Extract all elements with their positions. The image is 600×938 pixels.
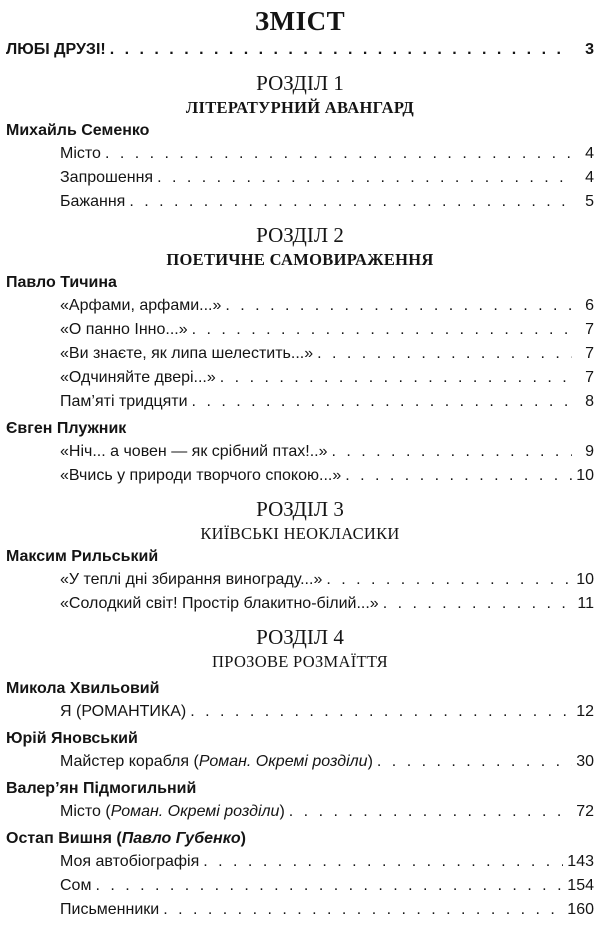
entry-page: 160: [567, 901, 594, 918]
entry-page: 4: [585, 169, 594, 186]
section-2-subtitle: ПОЕТИЧНЕ САМОВИРАЖЕННЯ: [166, 250, 434, 269]
entry-page: 9: [585, 443, 594, 460]
dot-leader: [157, 166, 572, 190]
dot-leader: [383, 592, 572, 616]
dot-leader: [377, 750, 572, 774]
toc-entry[interactable]: [6, 390, 594, 414]
dot-leader: [220, 366, 572, 390]
dot-leader: [326, 568, 572, 592]
entry-title: Бажання: [60, 193, 126, 210]
dot-leader: [317, 342, 572, 366]
entry-title: «Ви знаєте, як липа шелестить...»: [60, 345, 314, 362]
section-3-subtitle: КИЇВСЬКІ НЕОКЛАСИКИ: [200, 524, 400, 543]
toc-entry[interactable]: [6, 190, 594, 214]
entry-page: 7: [585, 369, 594, 386]
entry-page: 8: [585, 393, 594, 410]
author-vyshnia: Остап Вишня (Павло Губенко): [6, 830, 246, 847]
dot-leader: [192, 390, 572, 414]
section-4-subtitle: ПРОЗОВЕ РОЗМАЇТТЯ: [212, 652, 388, 671]
dot-leader: [192, 318, 572, 342]
toc-entry[interactable]: [6, 874, 594, 898]
entry-note: Роман. Окремі розділи: [198, 753, 368, 770]
page-title: ЗМІСТ: [254, 6, 346, 36]
toc-entry[interactable]: [6, 800, 594, 824]
entry-note: Роман. Окремі розділи: [110, 803, 280, 820]
entry-title: Майстер корабля: [60, 753, 190, 770]
toc-entry[interactable]: [6, 568, 594, 592]
dot-leader: [110, 38, 572, 62]
entry-title: Запрошення: [60, 169, 154, 186]
toc-entry[interactable]: [6, 592, 594, 616]
intro-entry[interactable]: [6, 38, 594, 62]
toc-entry[interactable]: [6, 440, 594, 464]
toc-entry[interactable]: [6, 898, 594, 922]
dot-leader: [289, 800, 572, 824]
dot-leader: [203, 850, 563, 874]
entry-title: «О панно Інно...»: [60, 321, 188, 338]
author-yanovskyi: Юрій Яновський: [6, 730, 138, 747]
dot-leader: [129, 190, 572, 214]
entry-title-wrap: Місто (Роман. Окремі розділи): [60, 803, 285, 820]
entry-page: 10: [576, 467, 594, 484]
entry-page: 5: [585, 193, 594, 210]
dot-leader: [95, 874, 563, 898]
toc-entry[interactable]: [6, 294, 594, 318]
author-pluzhnyk: Євген Плужник: [6, 420, 127, 437]
section-1-subtitle: ЛІТЕРАТУРНИЙ АВАНГАРД: [185, 98, 415, 117]
section-2-title: РОЗДІЛ 2: [256, 223, 344, 247]
entry-title: «Вчись у природи творчого спокою...»: [60, 467, 342, 484]
author-khvylovyi: Микола Хвильовий: [6, 680, 160, 697]
entry-page: 3: [585, 41, 594, 58]
toc-entry[interactable]: [6, 318, 594, 342]
dot-leader: [163, 898, 563, 922]
toc-entry[interactable]: [6, 342, 594, 366]
entry-title: «Одчиняйте двері...»: [60, 369, 216, 386]
entry-title: Місто: [60, 145, 101, 162]
entry-page: 6: [585, 297, 594, 314]
entry-page: 7: [585, 321, 594, 338]
toc-entry[interactable]: [6, 850, 594, 874]
section-4-title: РОЗДІЛ 4: [256, 625, 344, 649]
toc-page: [0, 4, 600, 938]
dot-leader: [331, 440, 572, 464]
toc-entry[interactable]: [6, 366, 594, 390]
toc-entry[interactable]: [6, 750, 594, 774]
toc-entry[interactable]: [6, 166, 594, 190]
entry-title: ЛЮБІ ДРУЗІ!: [6, 41, 106, 58]
entry-title-wrap: Майстер корабля (Роман. Окремі розділи): [60, 753, 373, 770]
section-1-title: РОЗДІЛ 1: [256, 71, 344, 95]
dot-leader: [345, 464, 572, 488]
entry-page: 10: [576, 571, 594, 588]
entry-title: Письменники: [60, 901, 160, 918]
entry-page: 7: [585, 345, 594, 362]
author-pidmohylnyi: Валер’ян Підмогильний: [6, 780, 197, 797]
entry-title: Моя автобіографія: [60, 853, 200, 870]
entry-title: Сом: [60, 877, 92, 894]
toc-entry[interactable]: [6, 700, 594, 724]
entry-page: 30: [576, 753, 594, 770]
author-semenko: Михайль Семенко: [6, 122, 150, 139]
entry-title: «Солодкий світ! Простір блакитно-білий...»: [60, 595, 379, 612]
toc-entry[interactable]: [6, 464, 594, 488]
section-3-title: РОЗДІЛ 3: [256, 497, 344, 521]
author-name: Остап Вишня: [6, 830, 112, 847]
entry-title: «Ніч... а човен — як срібний птах!..»: [60, 443, 328, 460]
entry-page: 143: [567, 853, 594, 870]
author-alias: Павло Губенко: [121, 830, 241, 847]
entry-title: Місто: [60, 803, 101, 820]
dot-leader: [105, 142, 572, 166]
entry-page: 11: [577, 595, 594, 612]
entry-title: «Арфами, арфами...»: [60, 297, 222, 314]
entry-page: 72: [576, 803, 594, 820]
toc-entry[interactable]: [6, 142, 594, 166]
entry-page: 12: [576, 703, 594, 720]
entry-title: Я (РОМАНТИКА): [60, 703, 187, 720]
author-rylskyi: Максим Рильський: [6, 548, 159, 565]
entry-title: «У теплі дні збирання винограду...»: [60, 571, 323, 588]
entry-page: 4: [585, 145, 594, 162]
author-tychyna: Павло Тичина: [6, 274, 117, 291]
entry-page: 154: [567, 877, 594, 894]
dot-leader: [190, 700, 572, 724]
dot-leader: [225, 294, 572, 318]
entry-title: Пам’яті тридцяти: [60, 393, 188, 410]
